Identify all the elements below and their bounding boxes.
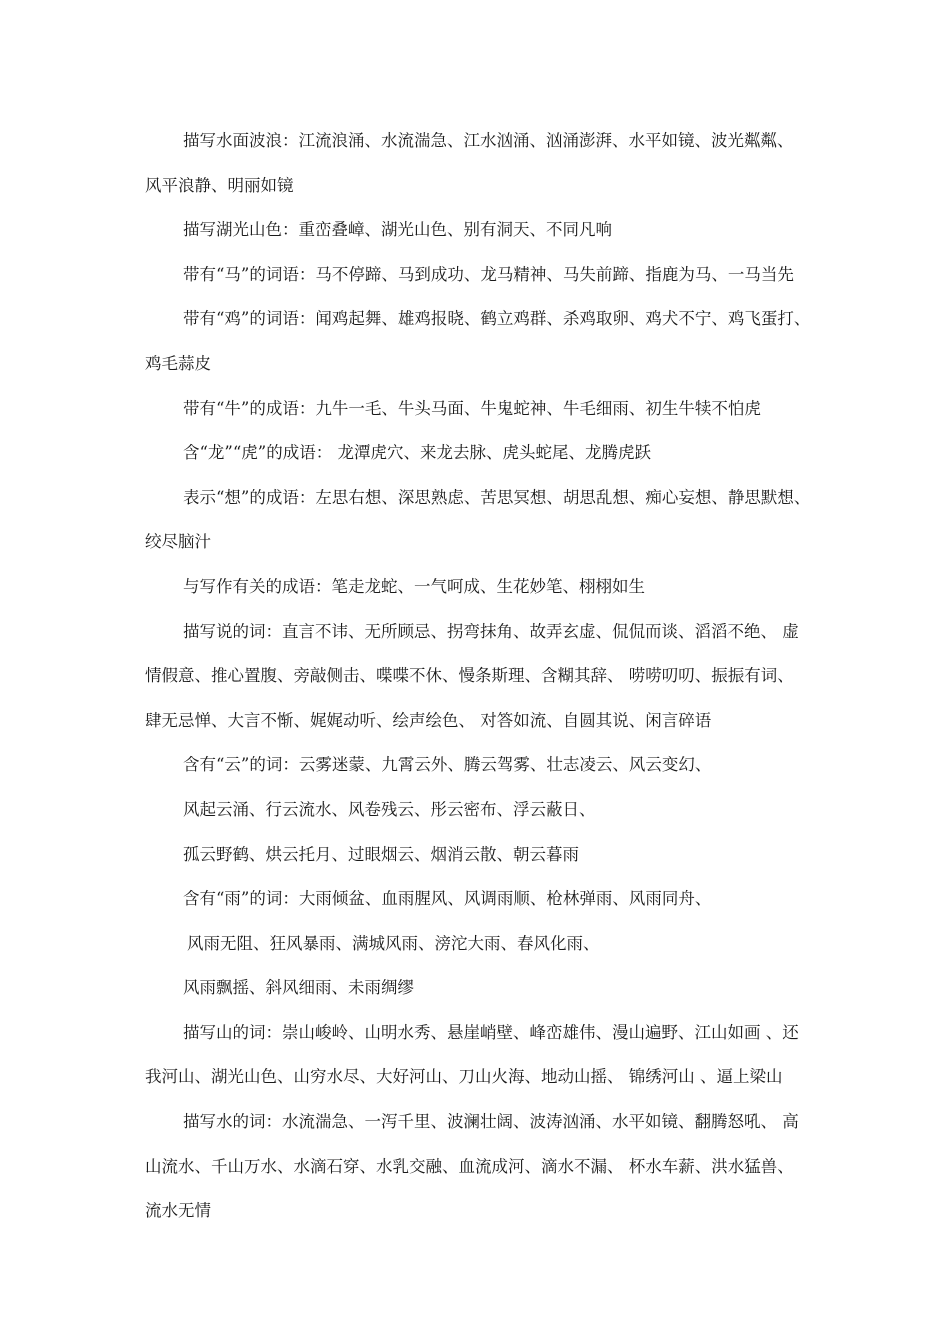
paragraph-cloud-words: 含有“云”的词：云雾迷蒙、九霄云外、腾云驾雾、壮志凌云、风云变幻、 [183, 755, 712, 775]
paragraph-rain-words: 含有“雨”的词：大雨倾盆、血雨腥风、风调雨顺、枪林弹雨、风雨同舟、 [183, 889, 712, 909]
paragraph-ox-idioms: 带有“牛”的成语：九牛一毛、牛头马面、牛鬼蛇神、牛毛细雨、初生牛犊不怕虎 [183, 398, 761, 418]
paragraph-chicken-words: 带有“鸡”的词语：闻鸡起舞、雄鸡报晓、鹤立鸡群、杀鸡取卵、鸡犬不宁、鸡飞蛋打、 [183, 309, 810, 329]
paragraph-mountain-words: 描写山的词：崇山峻岭、山明水秀、悬崖峭壁、峰峦雄伟、漫山遍野、江山如画 、还 [183, 1022, 799, 1042]
paragraph-chicken-words-cont: 鸡毛蒜皮 [145, 353, 211, 373]
paragraph-horse-words: 带有“马”的词语：马不停蹄、马到成功、龙马精神、马失前蹄、指鹿为马、一马当先 [183, 264, 794, 284]
paragraph-mountain-words-cont: 我河山、湖光山色、山穷水尽、大好河山、刀山火海、地动山摇、 锦绣河山 、逼上梁山 [145, 1067, 783, 1087]
paragraph-think-idioms-cont: 绞尽脑汁 [145, 532, 211, 552]
paragraph-speaking-words-cont-2: 肆无忌惮、大言不惭、娓娓动听、绘声绘色、 对答如流、自圆其说、闲言碎语 [145, 710, 712, 730]
paragraph-think-idioms: 表示“想”的成语：左思右想、深思熟虑、苦思冥想、胡思乱想、痴心妄想、静思默想、 [183, 487, 810, 507]
paragraph-lake-mountain: 描写湖光山色：重峦叠嶂、湖光山色、别有洞天、不同凡响 [183, 220, 612, 240]
paragraph-water-waves-cont: 风平浪静、明丽如镜 [145, 175, 294, 195]
paragraph-dragon-tiger-idioms: 含“龙”“虎”的成语： 龙潭虎穴、来龙去脉、虎头蛇尾、龙腾虎跃 [183, 443, 651, 463]
paragraph-rain-words-cont-1: 风雨无阻、狂风暴雨、满城风雨、滂沱大雨、春风化雨、 [187, 933, 600, 953]
paragraph-cloud-words-cont-1: 风起云涌、行云流水、风卷残云、彤云密布、浮云蔽日、 [183, 799, 596, 819]
paragraph-writing-idioms: 与写作有关的成语：笔走龙蛇、一气呵成、生花妙笔、栩栩如生 [183, 576, 645, 596]
paragraph-water-waves: 描写水面波浪：江流浪涌、水流湍急、江水汹涌、汹涌澎湃、水平如镜、波光粼粼、 [183, 131, 794, 150]
paragraph-water-words-cont-1: 山流水、千山万水、水滴石穿、水乳交融、血流成河、滴水不漏、 杯水车薪、洪水猛兽、 [145, 1156, 794, 1176]
paragraph-water-words: 描写水的词：水流湍急、一泻千里、波澜壮阔、波涛汹涌、水平如镜、翻腾怒吼、 高 [183, 1112, 799, 1132]
paragraph-cloud-words-cont-2: 孤云野鹤、烘云托月、过眼烟云、烟消云散、朝云暮雨 [183, 844, 579, 864]
document-body [145, 119, 810, 1234]
paragraph-speaking-words-cont-1: 情假意、推心置腹、旁敲侧击、喋喋不休、慢条斯理、含糊其辞、 唠唠叨叨、振振有词、 [145, 666, 794, 686]
paragraph-speaking-words: 描写说的词：直言不讳、无所顾忌、拐弯抹角、故弄玄虚、侃侃而谈、滔滔不绝、 虚 [183, 621, 799, 641]
paragraph-rain-words-cont-2: 风雨飘摇、斜风细雨、未雨绸缪 [183, 978, 414, 998]
paragraph-water-words-cont-2: 流水无情 [145, 1201, 211, 1221]
